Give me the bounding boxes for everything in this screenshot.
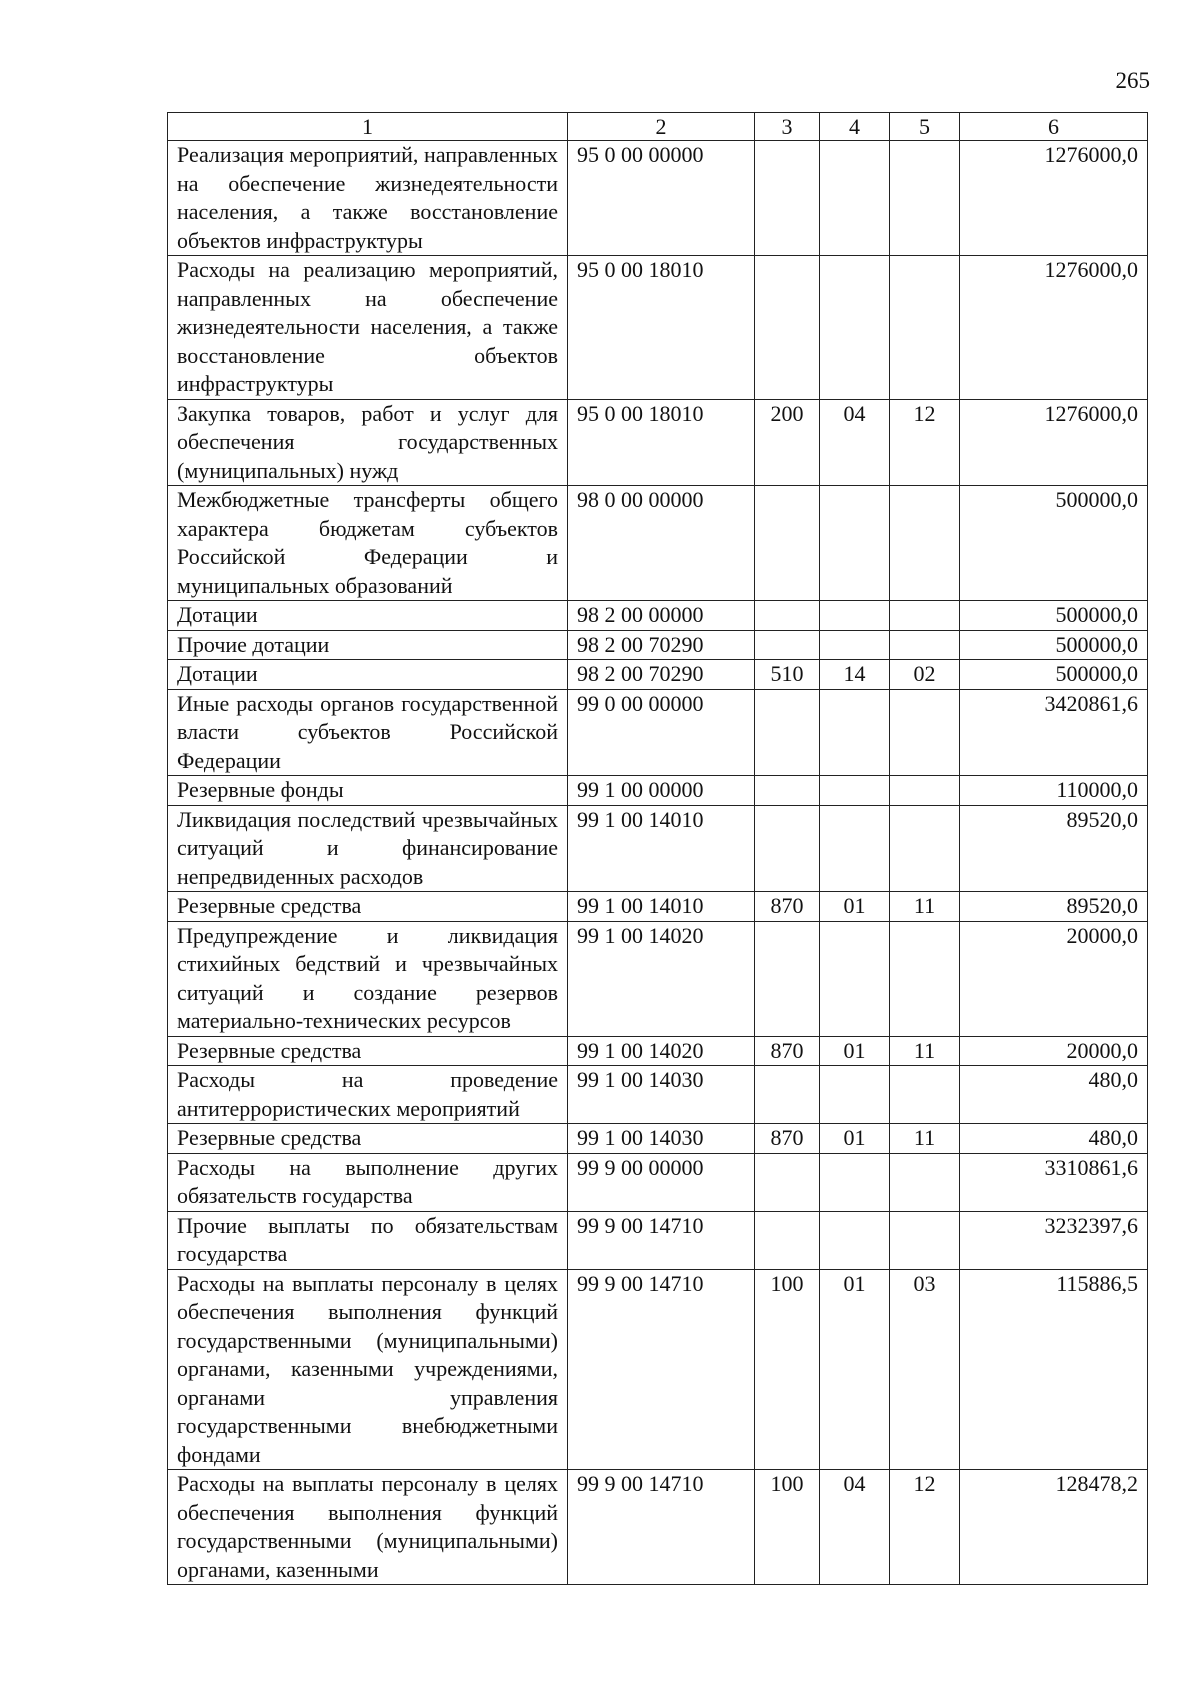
row-name-cell: Предупреждение и ликвидация стихийных бедствий и чрезвычайных ситуаций и создание резервов материально-технических ресурсов [168,921,568,1036]
col-header-5: 5 [890,113,960,141]
row-col4-cell [820,1066,890,1124]
table-row [168,660,1148,690]
row-col4-cell [820,776,890,806]
row-col4-cell [820,256,890,400]
row-col4-cell [820,1211,890,1269]
row-amount-cell: 20000,0 [960,1036,1148,1066]
table-row [168,486,1148,601]
row-name-cell: Ликвидация последствий чрезвычайных ситуаций и финансирование непредвиденных расходов [168,805,568,892]
row-name-cell: Дотации [168,660,568,690]
row-code-cell: 99 1 00 14020 [568,921,755,1036]
row-amount-cell: 3232397,6 [960,1211,1148,1269]
row-amount-cell: 128478,2 [960,1470,1148,1585]
table-row [168,1153,1148,1211]
row-col4-cell: 04 [820,399,890,486]
row-col5-cell [890,1211,960,1269]
row-amount-cell: 1276000,0 [960,256,1148,400]
table-row [168,141,1148,256]
table-row [168,1036,1148,1066]
row-code-cell: 98 0 00 00000 [568,486,755,601]
row-code-cell: 99 1 00 00000 [568,776,755,806]
row-col5-cell: 11 [890,892,960,922]
table-row [168,1269,1148,1470]
row-col5-cell [890,630,960,660]
row-col5-cell [890,601,960,631]
row-name-cell: Резервные средства [168,892,568,922]
row-amount-cell: 3310861,6 [960,1153,1148,1211]
row-col4-cell: 01 [820,1269,890,1470]
row-code-cell: 95 0 00 18010 [568,399,755,486]
table-row [168,805,1148,892]
table-row [168,776,1148,806]
row-name-cell: Расходы на выполнение других обязательств государства [168,1153,568,1211]
row-col5-cell [890,256,960,400]
row-col3-cell [755,486,820,601]
row-col4-cell: 01 [820,892,890,922]
row-name-cell: Прочие дотации [168,630,568,660]
row-col3-cell [755,689,820,776]
row-col5-cell: 12 [890,1470,960,1585]
row-code-cell: 99 1 00 14020 [568,1036,755,1066]
row-col4-cell: 01 [820,1124,890,1154]
row-col3-cell [755,1066,820,1124]
row-amount-cell: 115886,5 [960,1269,1148,1470]
row-code-cell: 98 2 00 70290 [568,660,755,690]
col-header-2: 2 [568,113,755,141]
row-amount-cell: 20000,0 [960,921,1148,1036]
row-col4-cell [820,1153,890,1211]
row-col4-cell: 14 [820,660,890,690]
row-code-cell: 99 1 00 14030 [568,1124,755,1154]
page-number: 265 [1115,68,1150,93]
col-header-3: 3 [755,113,820,141]
row-col5-cell: 11 [890,1124,960,1154]
row-col4-cell: 04 [820,1470,890,1585]
row-col3-cell: 870 [755,1036,820,1066]
row-name-cell: Реализация мероприятий, направленных на обеспечение жизнедеятельности населения, а также восстановление объектов инфраструктуры [168,141,568,256]
row-name-cell: Иные расходы органов государственной власти субъектов Российской Федерации [168,689,568,776]
row-name-cell: Прочие выплаты по обязательствам государства [168,1211,568,1269]
row-col4-cell [820,601,890,631]
row-col3-cell [755,630,820,660]
row-code-cell: 99 9 00 14710 [568,1269,755,1470]
row-code-cell: 99 9 00 14710 [568,1470,755,1585]
row-col3-cell [755,805,820,892]
row-col3-cell: 100 [755,1269,820,1470]
row-name-cell: Расходы на реализацию мероприятий, направленных на обеспечение жизнедеятельности населения, а также восстановление объектов инфраструктуры [168,256,568,400]
row-col3-cell [755,776,820,806]
row-col5-cell [890,689,960,776]
row-col3-cell [755,141,820,256]
row-name-cell: Расходы на выплаты персоналу в целях обеспечения выполнения функций государственными (муниципальными) органами, казенными [168,1470,568,1585]
row-name-cell: Расходы на выплаты персоналу в целях обеспечения выполнения функций государственными (муниципальными) органами, казенными учреждениями, органами управления государственными внебюджетными фондами [168,1269,568,1470]
row-code-cell: 99 9 00 00000 [568,1153,755,1211]
row-amount-cell: 500000,0 [960,601,1148,631]
col-header-6: 6 [960,113,1148,141]
row-col5-cell [890,141,960,256]
row-col3-cell [755,1153,820,1211]
table-row [168,630,1148,660]
row-code-cell: 99 1 00 14030 [568,1066,755,1124]
row-col4-cell [820,689,890,776]
row-col5-cell [890,486,960,601]
row-col5-cell: 12 [890,399,960,486]
row-name-cell: Резервные фонды [168,776,568,806]
row-amount-cell: 500000,0 [960,486,1148,601]
row-amount-cell: 480,0 [960,1124,1148,1154]
row-amount-cell: 480,0 [960,1066,1148,1124]
row-col3-cell [755,256,820,400]
row-code-cell: 99 0 00 00000 [568,689,755,776]
table-row [168,689,1148,776]
row-code-cell: 95 0 00 18010 [568,256,755,400]
row-col5-cell [890,921,960,1036]
table-row [168,892,1148,922]
row-name-cell: Резервные средства [168,1124,568,1154]
row-amount-cell: 1276000,0 [960,399,1148,486]
row-col4-cell [820,141,890,256]
table-body [168,141,1148,1585]
row-name-cell: Расходы на проведение антитеррористических мероприятий [168,1066,568,1124]
row-name-cell: Межбюджетные трансферты общего характера бюджетам субъектов Российской Федерации и муниципальных образований [168,486,568,601]
row-col3-cell: 200 [755,399,820,486]
row-col4-cell [820,630,890,660]
table-row [168,399,1148,486]
table-row [168,1066,1148,1124]
row-amount-cell: 500000,0 [960,630,1148,660]
row-col4-cell: 01 [820,1036,890,1066]
row-amount-cell: 500000,0 [960,660,1148,690]
row-col5-cell [890,805,960,892]
col-header-4: 4 [820,113,890,141]
row-name-cell: Закупка товаров, работ и услуг для обеспечения государственных (муниципальных) нужд [168,399,568,486]
row-col5-cell: 11 [890,1036,960,1066]
table-row [168,1211,1148,1269]
row-code-cell: 95 0 00 00000 [568,141,755,256]
row-col3-cell [755,1211,820,1269]
row-code-cell: 99 1 00 14010 [568,805,755,892]
row-col3-cell: 870 [755,892,820,922]
table-row [168,256,1148,400]
row-col3-cell: 100 [755,1470,820,1585]
row-col3-cell [755,921,820,1036]
row-amount-cell: 89520,0 [960,805,1148,892]
row-col5-cell [890,1066,960,1124]
budget-table [167,112,1148,1585]
row-amount-cell: 3420861,6 [960,689,1148,776]
row-col3-cell: 870 [755,1124,820,1154]
row-col5-cell: 03 [890,1269,960,1470]
row-code-cell: 99 9 00 14710 [568,1211,755,1269]
row-col5-cell: 02 [890,660,960,690]
row-col4-cell [820,805,890,892]
table-row [168,1470,1148,1585]
table-row [168,1124,1148,1154]
row-code-cell: 98 2 00 70290 [568,630,755,660]
row-col5-cell [890,776,960,806]
row-name-cell: Резервные средства [168,1036,568,1066]
row-code-cell: 98 2 00 00000 [568,601,755,631]
row-amount-cell: 110000,0 [960,776,1148,806]
row-col4-cell [820,486,890,601]
row-col3-cell [755,601,820,631]
row-name-cell: Дотации [168,601,568,631]
table-row [168,921,1148,1036]
row-amount-cell: 1276000,0 [960,141,1148,256]
row-col5-cell [890,1153,960,1211]
row-col3-cell: 510 [755,660,820,690]
col-header-1: 1 [168,113,568,141]
row-code-cell: 99 1 00 14010 [568,892,755,922]
table-row [168,601,1148,631]
header-row [168,113,1148,141]
row-amount-cell: 89520,0 [960,892,1148,922]
row-col4-cell [820,921,890,1036]
